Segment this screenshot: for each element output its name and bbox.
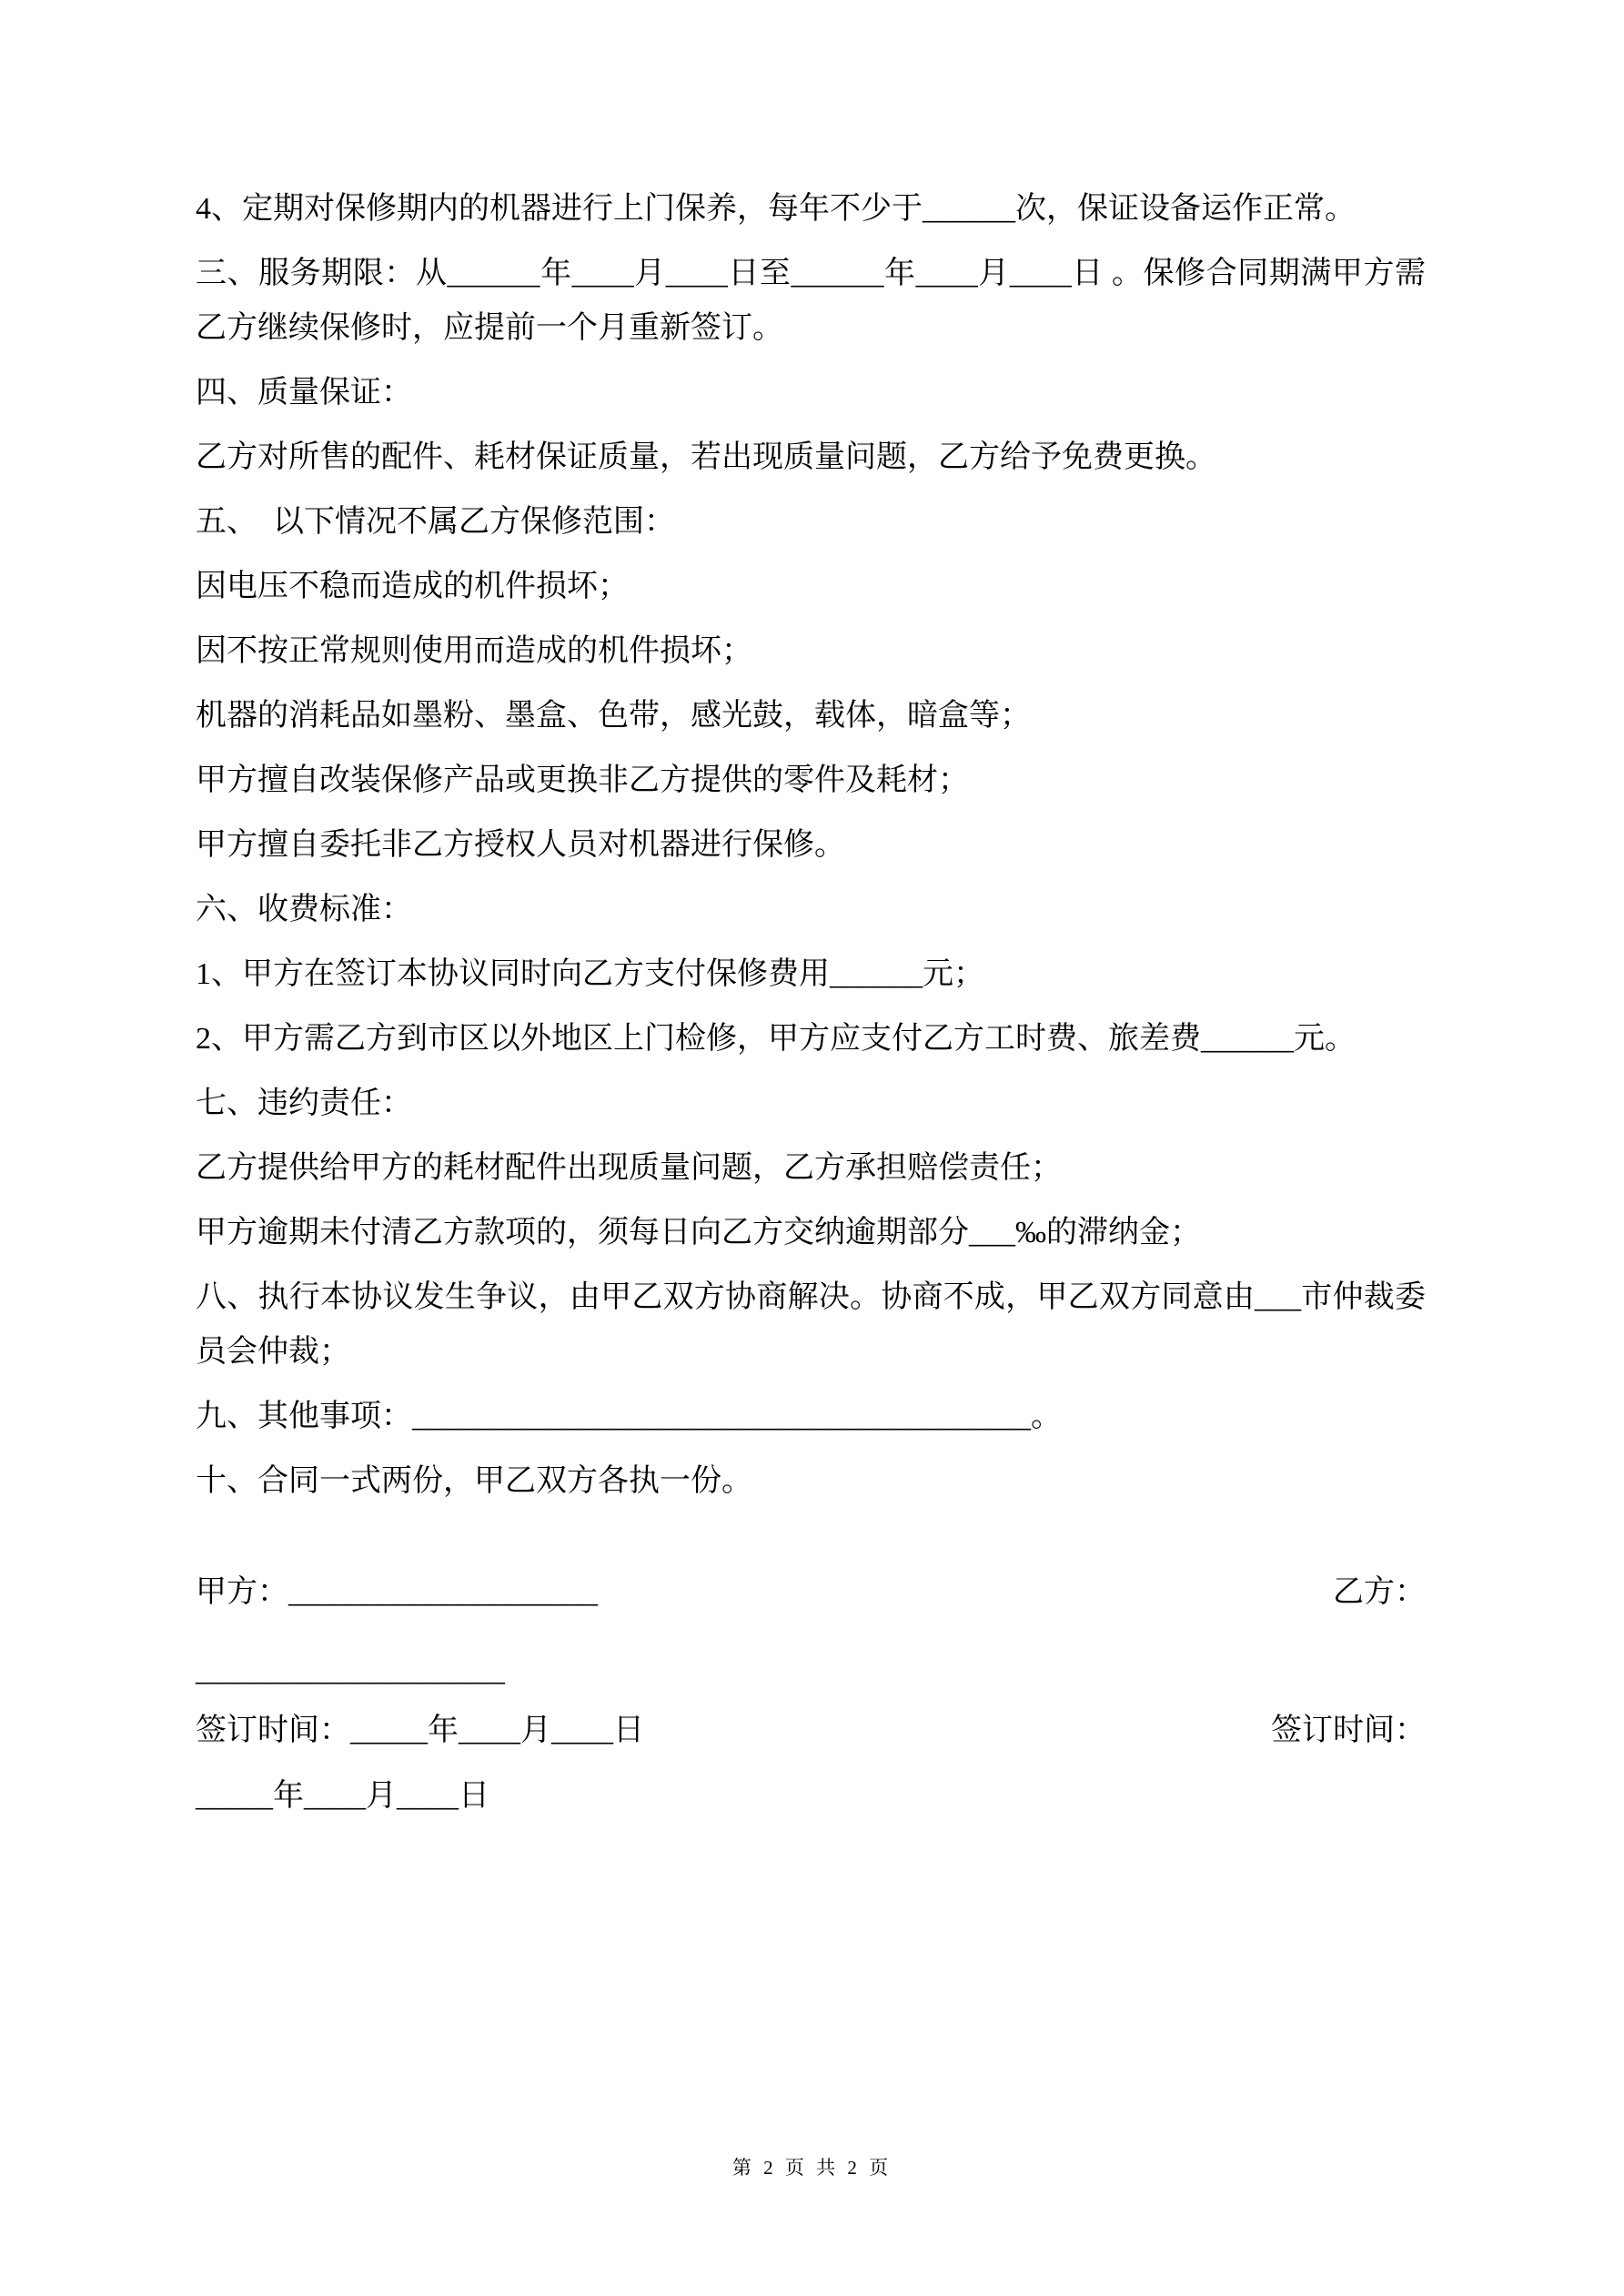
- exclusion-misuse: 因不按正常规则使用而造成的机件损坏；: [196, 634, 752, 668]
- exclusion-consumables: 机器的消耗品如墨粉、墨盒、色带，感光鼓，载体，暗盒等；: [196, 699, 1031, 733]
- paragraph-item-4: 4、定期对保修期内的机器进行上门保养，每年不少于______次，保证设备运作正常。: [196, 192, 1356, 226]
- quality-guarantee-text: 乙方对所售的配件、耗材保证质量，若出现质量问题，乙方给予免费更换。: [196, 440, 1216, 474]
- section-copies: 十、合同一式两份，甲乙双方各执一份。: [196, 1464, 752, 1498]
- section-fee-standard: 六、收费标准：: [196, 893, 412, 926]
- sign-date-party-b-line: _____年____月____日: [196, 1779, 489, 1813]
- signature-block: [196, 1565, 1426, 1824]
- fee-item-1: 1、甲方在签订本协议同时向乙方支付保修费用______元；: [196, 957, 984, 991]
- breach-liability-text-1: 乙方提供给甲方的耗材配件出现质量问题，乙方承担赔偿责任；: [196, 1151, 1062, 1185]
- section-warranty-exclusions: 五、 以下情况不属乙方保修范围：: [196, 505, 675, 539]
- breach-liability-text-2: 甲方逾期未付清乙方款项的，须每日向乙方交纳逾期部分___‰的滞纳金；: [196, 1216, 1201, 1249]
- section-quality-guarantee: 四、质量保证：: [196, 376, 412, 410]
- section-other-matters: 九、其他事项：________________________________________。: [196, 1400, 1062, 1433]
- fee-item-2: 2、甲方需乙方到市区以外地区上门检修，甲方应支付乙方工时费、旅差费______元。: [196, 1022, 1356, 1056]
- section-dispute-resolution: 八、执行本协议发生争议，由甲乙双方协商解决。协商不成，甲乙双方同意由___市仲裁委员会仲裁；: [196, 1280, 1426, 1369]
- party-a-label: 甲方：____________________: [196, 1575, 598, 1609]
- exclusion-unauthorized-parts: 甲方擅自改装保修产品或更换非乙方提供的零件及耗材；: [196, 764, 969, 797]
- signature-row-party-b-date: [196, 1769, 1426, 1824]
- signature-row-parties: [196, 1565, 1426, 1620]
- sign-date-party-a: 签订时间：_____年____月____日: [196, 1714, 644, 1747]
- section-breach-liability: 七、违约责任：: [196, 1087, 412, 1120]
- party-b-label: 乙方：: [1333, 1575, 1426, 1609]
- signature-row-party-a-line: [196, 1644, 1426, 1698]
- exclusion-unauthorized-repair: 甲方擅自委托非乙方授权人员对机器进行保修。: [196, 828, 845, 862]
- exclusion-voltage: 因电压不稳而造成的机件损坏；: [196, 570, 629, 603]
- section-service-term: 三、服务期限：从______年____月____日至______年____月____日 。保修合同期满甲方需乙方继续保修时，应提前一个月重新签订。: [196, 257, 1426, 345]
- sign-date-party-b-label: 签订时间：: [1271, 1714, 1426, 1747]
- party-a-signature-line: ____________________: [196, 1654, 505, 1687]
- signature-row-dates: [196, 1704, 1426, 1758]
- page-footer: 第 2 页 共 2 页: [731, 2157, 893, 2179]
- contract-body: [196, 182, 1426, 1509]
